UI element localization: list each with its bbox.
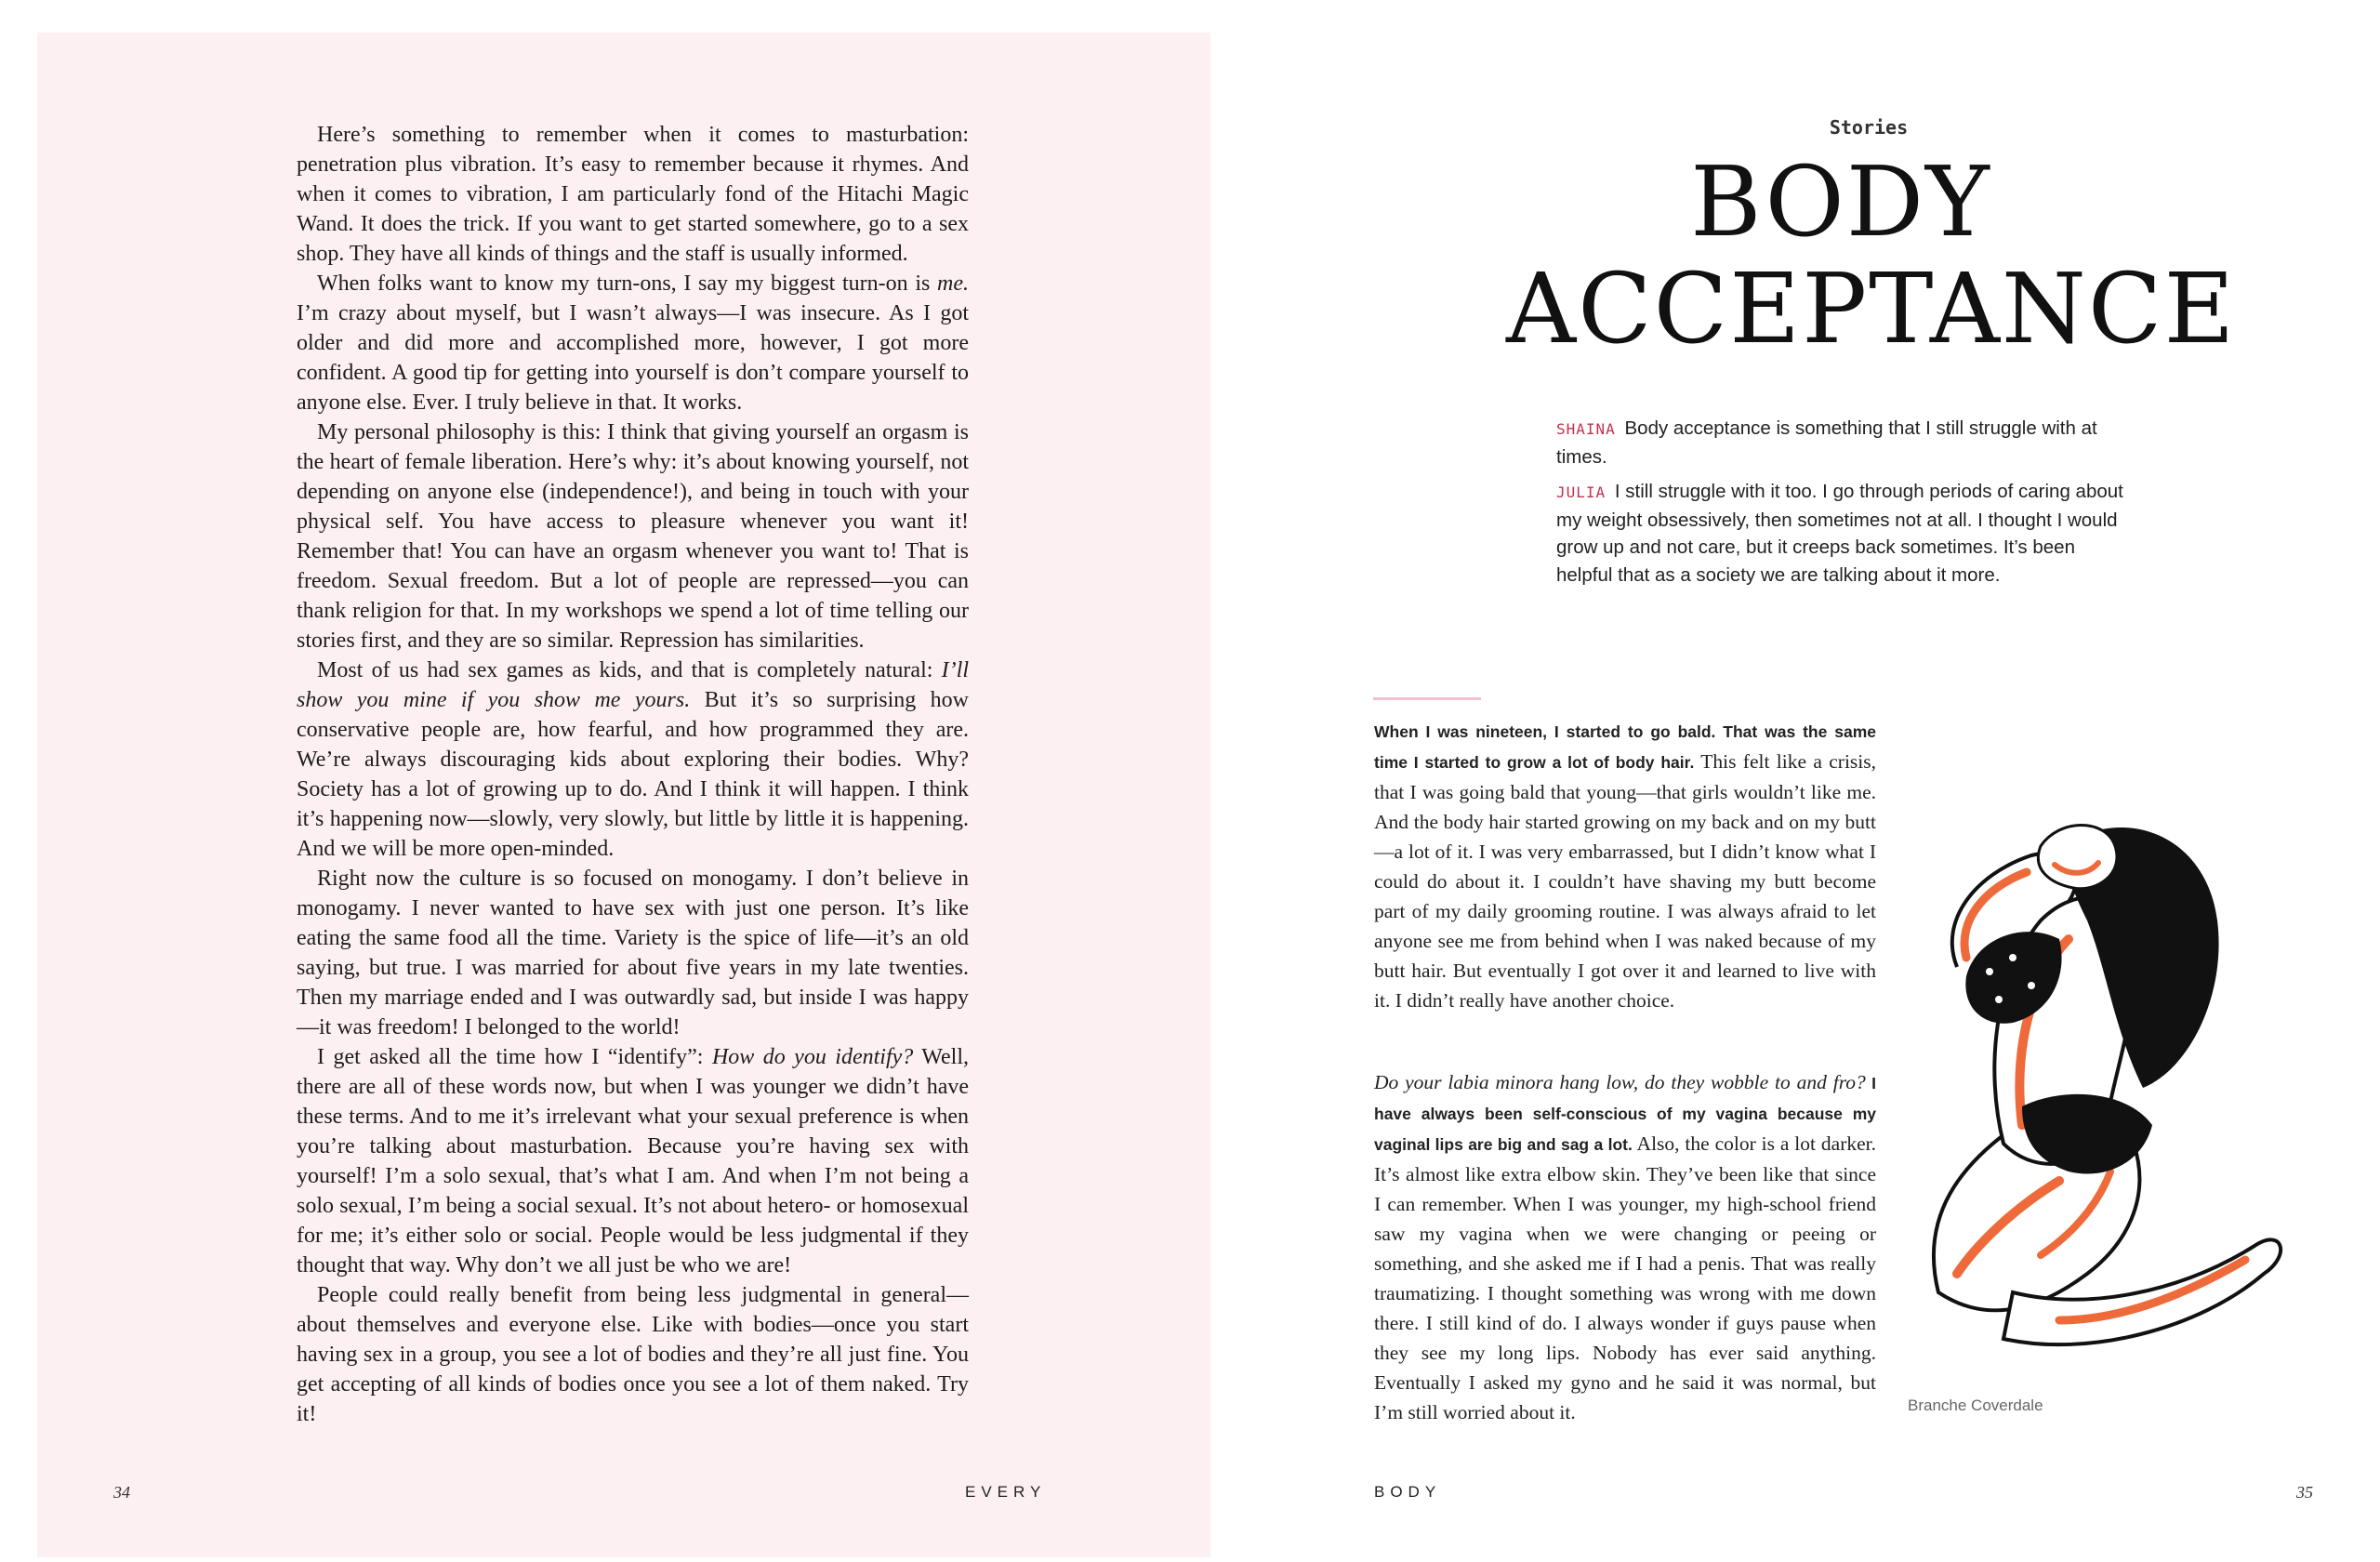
dialogue [1556, 415, 2129, 596]
title-line-2: ACCEPTANCE [1506, 252, 2237, 365]
title-line-1: BODY [1690, 145, 1991, 258]
dialogue-line [1556, 478, 2129, 589]
story-two-body: Also, the color is a lot darker. It’s almost like extra elbow skin. They’ve been like that since I can remember. When I was younger, my high-school friend saw my vagina when we were changing or peeing or something, and she asked me if I had a penis. That was really traumatizing. I thought something was wrong with me down there. I still kind of do. I always wonder if guys pause when they see my long lips. Nobody has ever said anything. Eventually I asked my gyno and he said it was normal, but I’m still worried about it. [1374, 1132, 1876, 1423]
body-paragraph: Most of us had sex games as kids, and that is completely natural: I’ll show you mine if you show me yours. But it’s so surprising how conservative people are, how fearful, and how programmed they are. We’re always discouraging kids about exploring their bodies. Why? Society has a lot of growing up to do. And I think it will happen. I think it’s happening now—slowly, very slowly, but little by little it is happening. And we will be more open-minded. [297, 658, 969, 861]
body-paragraph: I get asked all the time how I “identify”: How do you identify? Well, there are all of these words now, but when I was younger we didn’t have these terms. And to me it’s irrelevant what your sexual preference is when you’re talking about masturbation. Because you’re having sex with yourself! I’m a solo sexual, that’s what I am. And when I’m not being a solo sexual, I’m being a social sexual. It’s not about hetero- or homosexual for me; it’s either solo or social. People would be less judgmental if they thought that way. Why don’t we all just be who we are! [297, 1045, 970, 1277]
left-body-text [297, 120, 969, 1429]
section-kicker: Stories [1829, 116, 1909, 139]
story-two-lead: I have always been self-conscious of my vagina because my vaginal lips are big and sag a lot. [1374, 1074, 1876, 1154]
page-title [1506, 145, 2237, 365]
story-one [1374, 716, 1876, 1015]
body-paragraph: When folks want to know my turn-ons, I say my biggest turn-on is me. I’m crazy about myself, but I wasn’t always—I was insecure. As I got older and did more and accomplished more, however, I got more confident. A good tip for getting into yourself is don’t compare yourself to anyone else. Ever. I truly believe in that. It works. [297, 271, 969, 415]
story-two-question: Do your labia minora hang low, do they wobble to and fro? [1374, 1071, 1866, 1093]
dialogue-text: Body acceptance is something that I still struggle with at times. [1556, 417, 2097, 468]
story-two [1374, 1067, 1876, 1427]
story-one-body: This felt like a crisis, that I was going bald that young—that girls wouldn’t like me. And the body hair started growing on my back and on my butt—a lot of it. I was very embarrassed, but I didn’t know what I could do about it. I couldn’t have shaving my butt become part of my daily grooming routine. I was always afraid to let anyone see me from behind when I was naked because of my butt hair. But eventually I got over it and learned to live with it. I didn’t really have another choice. [1374, 750, 1876, 1012]
section-divider [1373, 697, 1481, 700]
running-head-right: BODY [1374, 1483, 1442, 1501]
illustration-caption: Branche Coverdale [1908, 1397, 2043, 1414]
left-page [37, 33, 1210, 1557]
story-one-lead: When I was nineteen, I started to go bald. That was the same time I started to grow a lot of body hair. [1374, 722, 1876, 772]
body-paragraph: Here’s something to remember when it comes to masturbation: penetration plus vibration. It’s easy to remember because it rhymes. And when it comes to vibration, I am particularly fond of the Hitachi Magic Wand. It does the trick. If you want to get started somewhere, go to a sex shop. They have all kinds of things and the staff is usually informed. [297, 123, 969, 266]
running-head-left: EVERY [965, 1483, 1047, 1501]
illustration-figure [1901, 809, 2301, 1385]
dialogue-text: I still struggle with it too. I go through periods of caring about my weight obsessively, then sometimes not at all. I thought I would grow up and not care, but it creeps back sometimes. It’s been helpful that as a society we are talking about it more. [1556, 481, 2123, 586]
dialogue-line [1556, 415, 2129, 470]
page-number-left: 34 [113, 1483, 130, 1502]
page-number-right: 35 [2296, 1483, 2313, 1502]
speaker-name: JULIA [1556, 483, 1606, 501]
speaker-name: SHAINA [1556, 420, 1616, 438]
body-paragraph: My personal philosophy is this: I think that giving yourself an orgasm is the heart of female liberation. Here’s why: it’s about knowing yourself, not depending on anyone else (independence!), and being in touch with your physical self. You have access to pleasure whenever you want it! Remember that! You can have an orgasm whenever you want to! That is freedom. Sexual freedom. But a lot of people are repressed—you can thank religion for that. In my workshops we spend a lot of time telling our stories first, and they are so similar. Repression has similarities. [297, 420, 969, 653]
body-paragraph: Right now the culture is so focused on monogamy. I don’t believe in monogamy. I never wanted to have sex with just one person. It’s like eating the same food all the time. Variety is the spice of life—it’s an old saying, but true. I was married for about five years in my late twenties. Then my marriage ended and I was outwardly sad, but inside I was happy—it was freedom! I belonged to the world! [297, 867, 969, 1039]
body-paragraph: People could really benefit from being less judgmental in general—about themselves and everyone else. Like with bodies—once you start having sex in a group, you see a lot of bodies and they’re all just fine. You get accepting of all kinds of bodies once you see a lot of them naked. Try it! [297, 1283, 969, 1426]
